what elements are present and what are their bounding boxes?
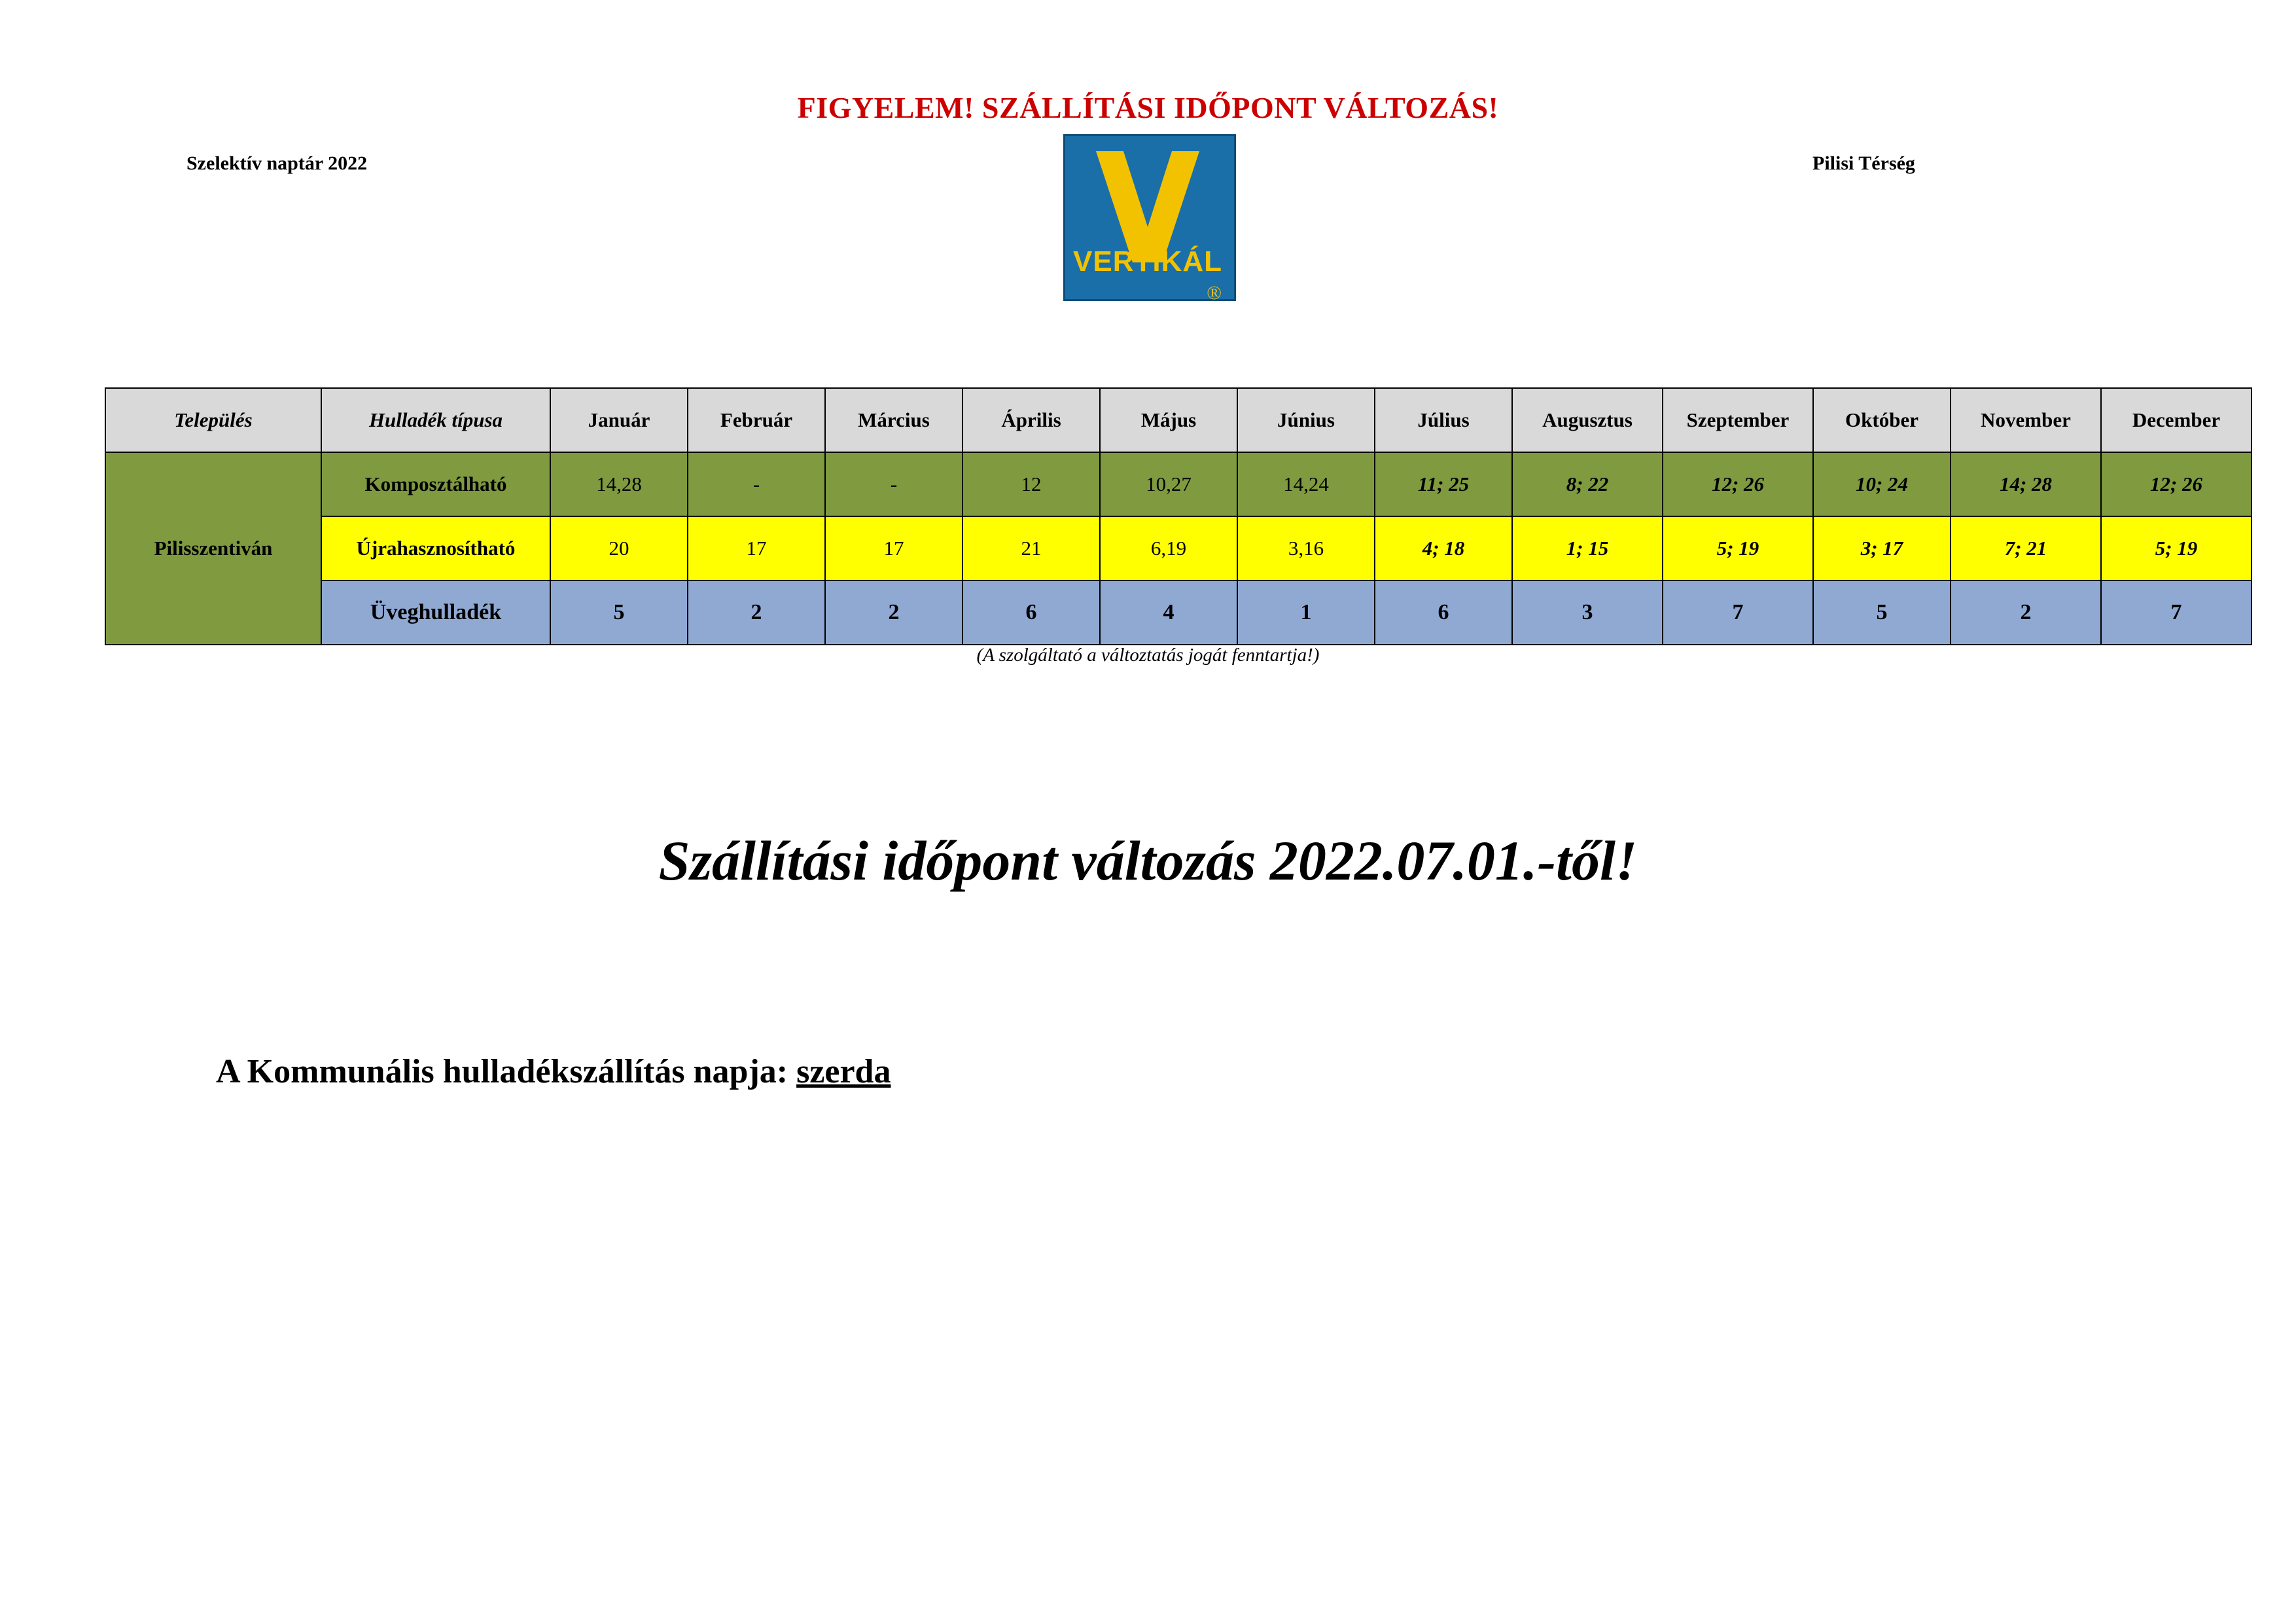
cell: 6: [1375, 580, 1512, 645]
cell: 14; 28: [1951, 452, 2101, 516]
table-row: [105, 580, 2252, 645]
table-row: [105, 452, 2252, 516]
header-month-december: December: [2101, 388, 2252, 452]
header-month-march: Március: [825, 388, 963, 452]
header-month-august: Augusztus: [1512, 388, 1663, 452]
header-month-may: Május: [1100, 388, 1237, 452]
municipal-pickup-label: A Kommunális hulladékszállítás napja:: [216, 1053, 788, 1090]
waste-type-cell: Üveghulladék: [321, 580, 550, 645]
cell: 4: [1100, 580, 1237, 645]
table-row: [105, 516, 2252, 580]
cell: 8; 22: [1512, 452, 1663, 516]
cell: -: [688, 452, 825, 516]
header-month-january: Január: [550, 388, 688, 452]
logo-brand-text: VERTIKÁL: [1073, 245, 1222, 277]
town-name-cell: Pilisszentiván: [105, 452, 321, 645]
cell: 11; 25: [1375, 452, 1512, 516]
header-month-october: Október: [1813, 388, 1951, 452]
cell: 5: [550, 580, 688, 645]
cell: 3; 17: [1813, 516, 1951, 580]
cell: 14,28: [550, 452, 688, 516]
cell: 17: [825, 516, 963, 580]
cell: 12; 26: [1663, 452, 1813, 516]
header-month-february: Február: [688, 388, 825, 452]
cell: 10; 24: [1813, 452, 1951, 516]
municipal-pickup-day: szerda: [796, 1053, 891, 1090]
cell: 4; 18: [1375, 516, 1512, 580]
header-month-april: Április: [963, 388, 1100, 452]
vertikal-logo: [1063, 134, 1232, 344]
cell: 1: [1237, 580, 1375, 645]
alert-title: FIGYELEM! SZÁLLÍTÁSI IDŐPONT VÁLTOZÁS!: [797, 91, 1499, 124]
cell: 20: [550, 516, 688, 580]
header-month-june: Június: [1237, 388, 1375, 452]
disclaimer-note: (A szolgáltató a változtatás jogát fenntartja!): [976, 645, 1320, 666]
cell: 17: [688, 516, 825, 580]
schedule-change-notice: Szállítási időpont változás 2022.07.01.-től!: [658, 829, 1638, 892]
cell: 2: [825, 580, 963, 645]
cell: 14,24: [1237, 452, 1375, 516]
cell: 1; 15: [1512, 516, 1663, 580]
waste-type-cell: Újrahasznosítható: [321, 516, 550, 580]
cell: 7: [1663, 580, 1813, 645]
calendar-table: [105, 387, 2252, 645]
header-month-november: November: [1951, 388, 2101, 452]
region-label: Pilisi Térség: [1812, 152, 1915, 174]
header-month-july: Július: [1375, 388, 1512, 452]
collection-calendar: [105, 387, 2221, 645]
calendar-year-label: Szelektív naptár 2022: [186, 152, 368, 174]
cell: -: [825, 452, 963, 516]
waste-type-cell: Komposztálható: [321, 452, 550, 516]
cell: 21: [963, 516, 1100, 580]
cell: 5; 19: [1663, 516, 1813, 580]
table-header-row: [105, 388, 2252, 452]
header-town: Település: [105, 388, 321, 452]
cell: 6,19: [1100, 516, 1237, 580]
cell: 2: [688, 580, 825, 645]
cell: 3: [1512, 580, 1663, 645]
header-waste-type: Hulladék típusa: [321, 388, 550, 452]
cell: 7: [2101, 580, 2252, 645]
cell: 2: [1951, 580, 2101, 645]
registered-mark: ®: [1207, 282, 1222, 304]
cell: 6: [963, 580, 1100, 645]
cell: 12; 26: [2101, 452, 2252, 516]
cell: 3,16: [1237, 516, 1375, 580]
cell: 12: [963, 452, 1100, 516]
cell: 10,27: [1100, 452, 1237, 516]
cell: 5: [1813, 580, 1951, 645]
municipal-pickup-line: [216, 1052, 891, 1091]
cell: 7; 21: [1951, 516, 2101, 580]
header-month-september: Szeptember: [1663, 388, 1813, 452]
cell: 5; 19: [2101, 516, 2252, 580]
